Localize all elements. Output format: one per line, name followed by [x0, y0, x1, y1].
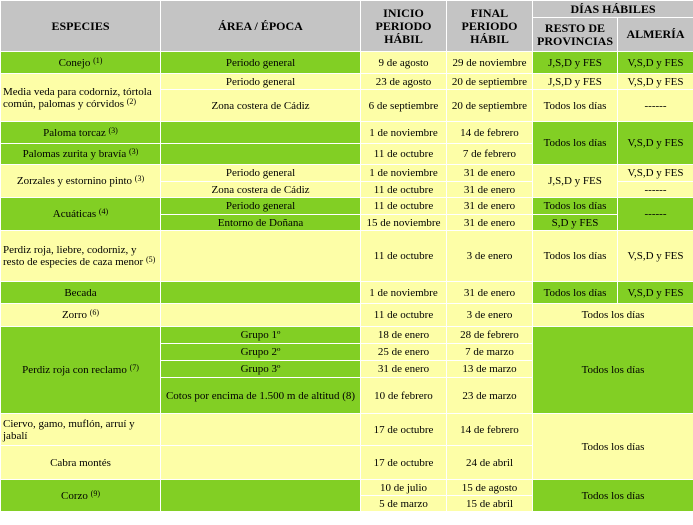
area-cell: Periodo general	[161, 165, 361, 182]
almeria-days-cell: V,S,D y FES	[618, 52, 693, 74]
species-cell: Becada	[1, 282, 161, 304]
footnote-ref: (4)	[98, 207, 109, 216]
area-cell	[161, 304, 361, 327]
table-row	[1, 74, 693, 90]
start-date-cell: 11 de octubre	[361, 144, 447, 165]
days-cell: Todos los días	[533, 304, 693, 327]
end-date-cell: 31 de enero	[447, 282, 533, 304]
end-date-cell: 29 de noviembre	[447, 52, 533, 74]
species-cell: Ciervo, gamo, muflón, arruí y jabalí	[1, 414, 161, 446]
area-cell	[161, 282, 361, 304]
species-cell: Media veda para codorniz, tórtola común, palomas y córvidos $^{(2)}$	[1, 74, 161, 122]
almeria-days-cell: V,S,D y FES	[618, 122, 693, 165]
footnote-ref: (5)	[145, 255, 156, 264]
end-date-cell: 14 de febrero	[447, 122, 533, 144]
table-row	[1, 282, 693, 304]
almeria-days-cell: ------	[618, 198, 693, 231]
resto-days-cell: Todos los días	[533, 231, 618, 282]
header-almeria: ALMERÍA	[618, 18, 693, 52]
species-cell: Zorro $^{(6)}$	[1, 304, 161, 327]
area-cell: Grupo 3º	[161, 361, 361, 378]
area-cell: Cotos por encima de 1.500 m de altitud (8)	[161, 378, 361, 414]
header-especies: ESPECIES	[1, 1, 161, 52]
start-date-cell: 10 de febrero	[361, 378, 447, 414]
end-date-cell: 13 de marzo	[447, 361, 533, 378]
area-cell: Periodo general	[161, 74, 361, 90]
table-row	[1, 122, 693, 144]
header-resto: RESTO DE PROVINCIAS	[533, 18, 618, 52]
area-cell: Periodo general	[161, 198, 361, 215]
area-cell: Periodo general	[161, 52, 361, 74]
start-date-cell: 17 de octubre	[361, 446, 447, 480]
species-cell: Perdiz roja, liebre, codorniz, y resto de especies de caza menor $^{(5)}$	[1, 231, 161, 282]
start-date-cell: 17 de octubre	[361, 414, 447, 446]
area-cell	[161, 144, 361, 165]
start-date-cell: 11 de octubre	[361, 231, 447, 282]
almeria-days-cell: ------	[618, 182, 693, 198]
start-date-cell: 23 de agosto	[361, 74, 447, 90]
almeria-days-cell: V,S,D y FES	[618, 282, 693, 304]
resto-days-cell: Todos los días	[533, 90, 618, 122]
resto-days-cell: Todos los días	[533, 122, 618, 165]
footnote-ref: (7)	[129, 363, 139, 372]
end-date-cell: 20 de septiembre	[447, 74, 533, 90]
resto-days-cell: Todos los días	[533, 198, 618, 215]
end-date-cell: 7 de marzo	[447, 344, 533, 361]
end-date-cell: 15 de abril	[447, 496, 533, 512]
footnote-ref: (3)	[128, 147, 139, 156]
start-date-cell: 15 de noviembre	[361, 215, 447, 231]
footnote-ref: (2)	[126, 96, 137, 106]
footnote-ref: (9)	[90, 488, 100, 498]
start-date-cell: 5 de marzo	[361, 496, 447, 512]
area-cell: Zona costera de Cádiz	[161, 182, 361, 198]
end-date-cell: 23 de marzo	[447, 378, 533, 414]
species-cell: Perdiz roja con reclamo $^{(7)}$	[1, 327, 161, 414]
area-cell	[161, 480, 361, 512]
end-date-cell: 20 de septiembre	[447, 90, 533, 122]
table-row	[1, 52, 693, 74]
start-date-cell: 11 de octubre	[361, 182, 447, 198]
almeria-days-cell: ------	[618, 90, 693, 122]
area-cell	[161, 231, 361, 282]
table-row	[1, 304, 693, 327]
species-cell: Palomas zurita y bravía $^{(3)}$	[1, 144, 161, 165]
start-date-cell: 1 de noviembre	[361, 122, 447, 144]
footnote-ref: (8)	[342, 389, 356, 402]
area-cell	[161, 414, 361, 446]
header-area: ÁREA / ÉPOCA	[161, 1, 361, 52]
table-row	[1, 198, 693, 215]
end-date-cell: 31 de enero	[447, 198, 533, 215]
almeria-days-cell: V,S,D y FES	[618, 165, 693, 182]
end-date-cell: 14 de febrero	[447, 414, 533, 446]
start-date-cell: 1 de noviembre	[361, 282, 447, 304]
start-date-cell: 1 de noviembre	[361, 165, 447, 182]
almeria-days-cell: V,S,D y FES	[618, 231, 693, 282]
end-date-cell: 3 de enero	[447, 304, 533, 327]
start-date-cell: 25 de enero	[361, 344, 447, 361]
start-date-cell: 18 de enero	[361, 327, 447, 344]
header-inicio: INICIO PERIODO HÁBIL	[361, 1, 447, 52]
table-row	[1, 414, 693, 446]
table-row	[1, 231, 693, 282]
start-date-cell: 11 de octubre	[361, 198, 447, 215]
days-cell: Todos los días	[533, 414, 693, 480]
footnote-ref: (3)	[108, 125, 118, 135]
end-date-cell: 31 de enero	[447, 215, 533, 231]
footnote-ref: (3)	[134, 174, 145, 183]
species-cell: Acuáticas $^{(4)}$	[1, 198, 161, 231]
resto-days-cell: Todos los días	[533, 282, 618, 304]
end-date-cell: 28 de febrero	[447, 327, 533, 344]
resto-days-cell: J,S,D y FES	[533, 74, 618, 90]
start-date-cell: 11 de octubre	[361, 304, 447, 327]
resto-days-cell: J,S,D y FES	[533, 52, 618, 74]
end-date-cell: 7 de febrero	[447, 144, 533, 165]
end-date-cell: 31 de enero	[447, 165, 533, 182]
species-cell: Zorzales y estornino pinto $^{(3)}$	[1, 165, 161, 198]
end-date-cell: 24 de abril	[447, 446, 533, 480]
species-cell: Cabra montés	[1, 446, 161, 480]
start-date-cell: 9 de agosto	[361, 52, 447, 74]
resto-days-cell: J,S,D y FES	[533, 165, 618, 198]
species-cell: Conejo $^{(1)}$	[1, 52, 161, 74]
area-cell	[161, 122, 361, 144]
header-final: FINAL PERIODO HÁBIL	[447, 1, 533, 52]
species-cell: Corzo $^{(9)}$	[1, 480, 161, 512]
start-date-cell: 31 de enero	[361, 361, 447, 378]
table-row	[1, 165, 693, 182]
start-date-cell: 10 de julio	[361, 480, 447, 496]
area-cell: Grupo 2º	[161, 344, 361, 361]
days-cell: Todos los días	[533, 327, 693, 414]
resto-days-cell: S,D y FES	[533, 215, 618, 231]
end-date-cell: 31 de enero	[447, 182, 533, 198]
table-row	[1, 480, 693, 496]
area-cell: Zona costera de Cádiz	[161, 90, 361, 122]
table-row	[1, 327, 693, 344]
almeria-days-cell: V,S,D y FES	[618, 74, 693, 90]
start-date-cell: 6 de septiembre	[361, 90, 447, 122]
area-cell: Entorno de Doñana	[161, 215, 361, 231]
footnote-ref: (6)	[89, 308, 100, 317]
end-date-cell: 15 de agosto	[447, 480, 533, 496]
days-cell: Todos los días	[533, 480, 693, 512]
header-dias-habiles: DÍAS HÁBILES	[533, 1, 693, 18]
area-cell: Grupo 1º	[161, 327, 361, 344]
species-cell: Paloma torcaz $^{(3)}$	[1, 122, 161, 144]
footnote-ref: (1)	[93, 55, 103, 65]
end-date-cell: 3 de enero	[447, 231, 533, 282]
area-cell	[161, 446, 361, 480]
